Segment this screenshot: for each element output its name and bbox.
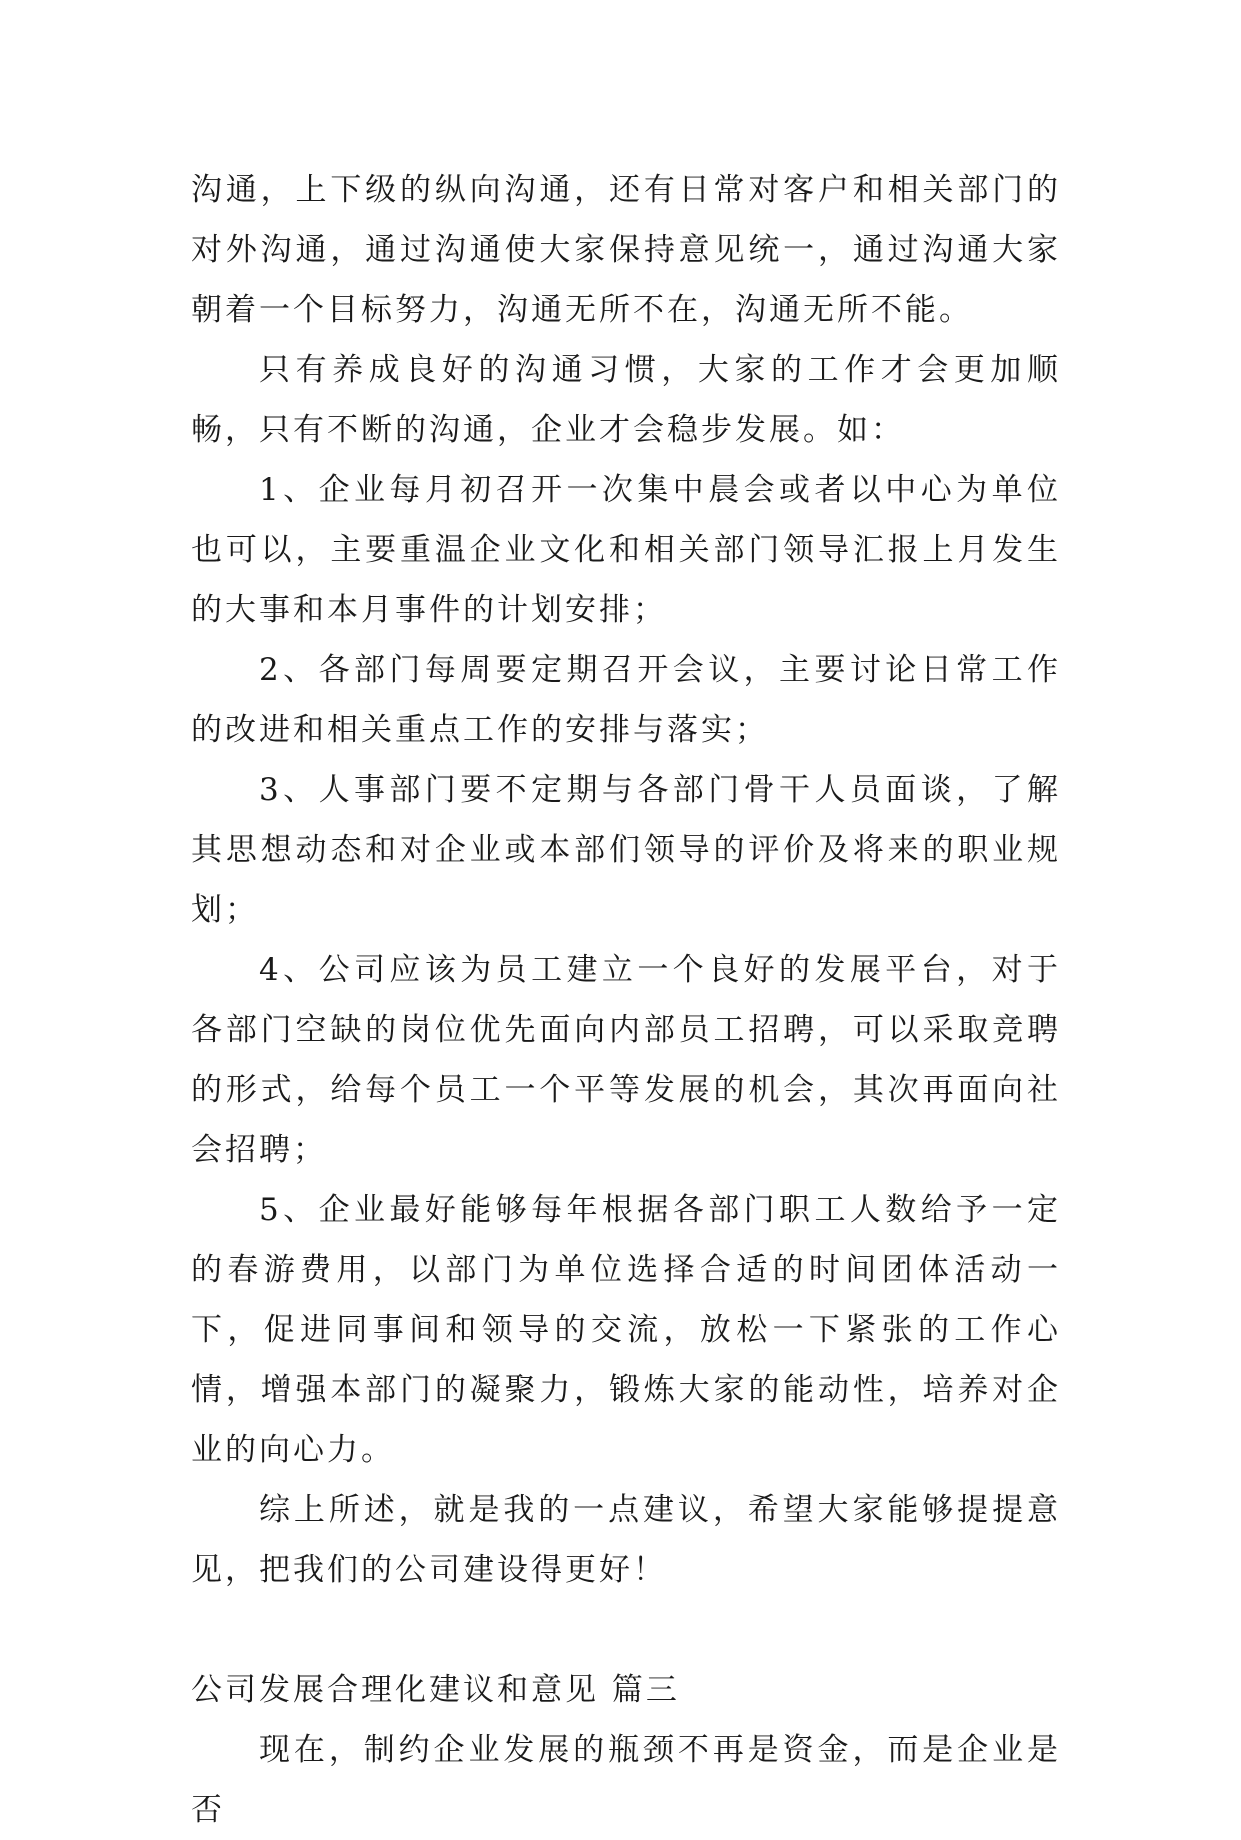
list-item-5: 5、企业最好能够每年根据各部门职工人数给予一定的春游费用，以部门为单位选择合适的时间团体活动一下，促进同事间和领导的交流，放松一下紧张的工作心情，增强本部门的凝聚力，锻炼大家的能动性，培养对企业的向心力。 <box>191 1192 1061 1468</box>
section-heading: 公司发展合理化建议和意见 篇三 <box>191 1672 680 1708</box>
paragraph-conclusion: 综上所述，就是我的一点建议，希望大家能够提提意见，把我们的公司建设得更好！ <box>191 1492 1061 1588</box>
list-item-1: 1、企业每月初召开一次集中晨会或者以中心为单位也可以，主要重温企业文化和相关部门领导汇报上月发生的大事和本月事件的计划安排； <box>191 472 1061 628</box>
paragraph-communication-continued: 沟通，上下级的纵向沟通，还有日常对客户和相关部门的对外沟通，通过沟通使大家保持意见统一，通过沟通大家朝着一个目标努力，沟通无所不在，沟通无所不能。 <box>191 172 1061 328</box>
list-item-2: 2、各部门每周要定期召开会议，主要讨论日常工作的改进和相关重点工作的安排与落实； <box>191 652 1061 748</box>
paragraph-section-three-start: 现在，制约企业发展的瓶颈不再是资金，而是企业是否 <box>191 1732 1061 1828</box>
paragraph-communication-habit: 只有养成良好的沟通习惯，大家的工作才会更加顺畅，只有不断的沟通，企业才会稳步发展。如： <box>191 352 1061 448</box>
list-item-4: 4、公司应该为员工建立一个良好的发展平台，对于各部门空缺的岗位优先面向内部员工招聘，可以采取竞聘的形式，给每个员工一个平等发展的机会，其次再面向社会招聘； <box>191 952 1061 1168</box>
list-item-3: 3、人事部门要不定期与各部门骨干人员面谈，了解其思想动态和对企业或本部们领导的评价及将来的职业规划； <box>191 772 1061 928</box>
document-body <box>191 160 1061 1840</box>
